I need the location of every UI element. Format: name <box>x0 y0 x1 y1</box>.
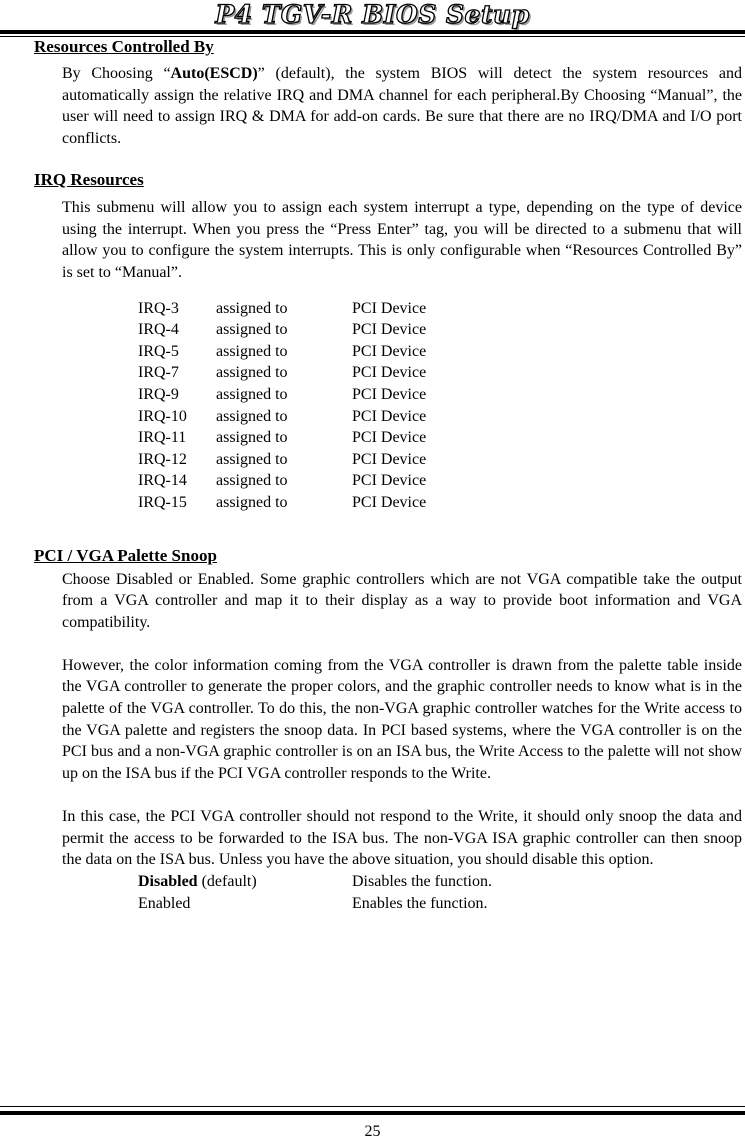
option-description: Disables the function. <box>352 873 492 890</box>
irq-number: IRQ-11 <box>138 429 187 447</box>
table-row <box>138 470 426 492</box>
irq-device: PCI Device <box>352 321 427 339</box>
footer-rule-thin <box>0 1106 745 1107</box>
irq-assigned: assigned to <box>216 299 288 317</box>
resources-paragraph <box>62 63 742 150</box>
irq-table <box>138 298 426 514</box>
footer-rule-thick <box>0 1111 745 1115</box>
pci-vga-paragraph-1: Choose Disabled or Enabled. Some graphic controllers which are not VGA compatible take the output from a VGA controller and map it to their display as a way to provide boot information and VGA compatibility. <box>62 570 742 631</box>
irq-heading: IRQ Resources <box>34 169 144 189</box>
table-row <box>138 449 426 471</box>
irq-assigned: assigned to <box>216 321 288 339</box>
resources-heading: Resources Controlled By <box>34 37 214 56</box>
option-description: Enables the function. <box>352 894 488 912</box>
irq-number: IRQ-9 <box>138 386 179 403</box>
table-row <box>138 341 426 363</box>
irq-assigned: assigned to <box>216 386 288 403</box>
irq-number: IRQ-3 <box>138 299 179 317</box>
irq-assigned: assigned to <box>216 493 288 511</box>
irq-device: PCI Device <box>352 407 427 425</box>
option-row <box>138 871 492 893</box>
resources-default-value: Auto(ESCD) <box>170 65 258 82</box>
irq-device: PCI Device <box>352 429 427 447</box>
option-name: Disabled <box>138 873 198 890</box>
option-name-cell <box>138 871 352 893</box>
table-row <box>138 427 426 449</box>
page-number: 25 <box>364 1123 381 1140</box>
irq-device: PCI Device <box>352 472 427 490</box>
table-row <box>138 319 426 341</box>
irq-number: IRQ-14 <box>138 472 187 490</box>
resources-text-post: ” (default), the system BIOS will detect the system resources and automatically assign the relative IRQ and DMA channel for each peripheral.By Choosing “Manual”, the user will need to assign IRQ & DMA for add-on cards. Be sure that there are no IRQ/DMA and I/O port conflicts. <box>62 65 742 148</box>
irq-device: PCI Device <box>352 364 427 382</box>
irq-number: IRQ-7 <box>138 364 179 382</box>
irq-device: PCI Device <box>352 450 427 468</box>
resources-text-pre: By Choosing “ <box>62 65 171 82</box>
irq-paragraph: This submenu will allow you to assign each system interrupt a type, depending on the type of device using the interrupt. When you press the “Press Enter” tag, you will be directed to a submenu that will allow you to configure the system interrupts. This is only configurable when “Resources Controlled By” is set to “Manual”. <box>62 198 742 281</box>
irq-number: IRQ-12 <box>138 450 187 468</box>
option-row <box>138 893 492 915</box>
irq-assigned: assigned to <box>216 450 288 468</box>
irq-device: PCI Device <box>352 386 427 403</box>
options-table <box>138 871 492 914</box>
table-row <box>138 298 426 320</box>
pci-vga-heading: PCI / VGA Palette Snoop <box>34 545 217 565</box>
irq-device: PCI Device <box>352 299 427 317</box>
page-title: P4 TGV-R BIOS Setup <box>215 0 530 29</box>
document-body <box>34 32 742 914</box>
irq-assigned: assigned to <box>216 429 288 447</box>
irq-device: PCI Device <box>352 342 427 360</box>
irq-number: IRQ-10 <box>138 407 187 425</box>
table-row <box>138 384 426 406</box>
irq-number: IRQ-15 <box>138 493 187 511</box>
irq-assigned: assigned to <box>216 407 288 425</box>
irq-assigned: assigned to <box>216 342 288 360</box>
pci-vga-paragraph-3: In this case, the PCI VGA controller should not respond to the Write, it should only snoop the data and permit the access to be forwarded to the ISA bus. The non-VGA ISA graphic controller can then snoop the data on the ISA bus. Unless you have the above situation, you should disable this option. <box>62 807 742 869</box>
table-row <box>138 406 426 428</box>
option-name-cell <box>138 893 352 915</box>
option-suffix: (default) <box>197 873 257 890</box>
irq-number: IRQ-5 <box>138 342 179 360</box>
pci-vga-paragraph-2: However, the color information coming from the VGA controller is drawn from the palette table inside the VGA controller to generate the proper colors, and the graphic controller needs to know what is in the palette of the VGA controller. To do this, the non-VGA graphic controller watches for the Write access to the VGA palette and registers the snoop data. In PCI based systems, where the VGA controller is on the PCI bus and a non-VGA graphic controller is on an ISA bus, the Write Access to the palette will not show up on the ISA bus if the PCI VGA controller responds to the Write. <box>62 656 742 783</box>
irq-device: PCI Device <box>352 493 427 511</box>
option-name: Enabled <box>138 894 191 912</box>
irq-assigned: assigned to <box>216 364 288 382</box>
irq-number: IRQ-4 <box>138 321 179 339</box>
irq-assigned: assigned to <box>216 472 288 490</box>
table-row <box>138 492 426 514</box>
table-row <box>138 362 426 384</box>
